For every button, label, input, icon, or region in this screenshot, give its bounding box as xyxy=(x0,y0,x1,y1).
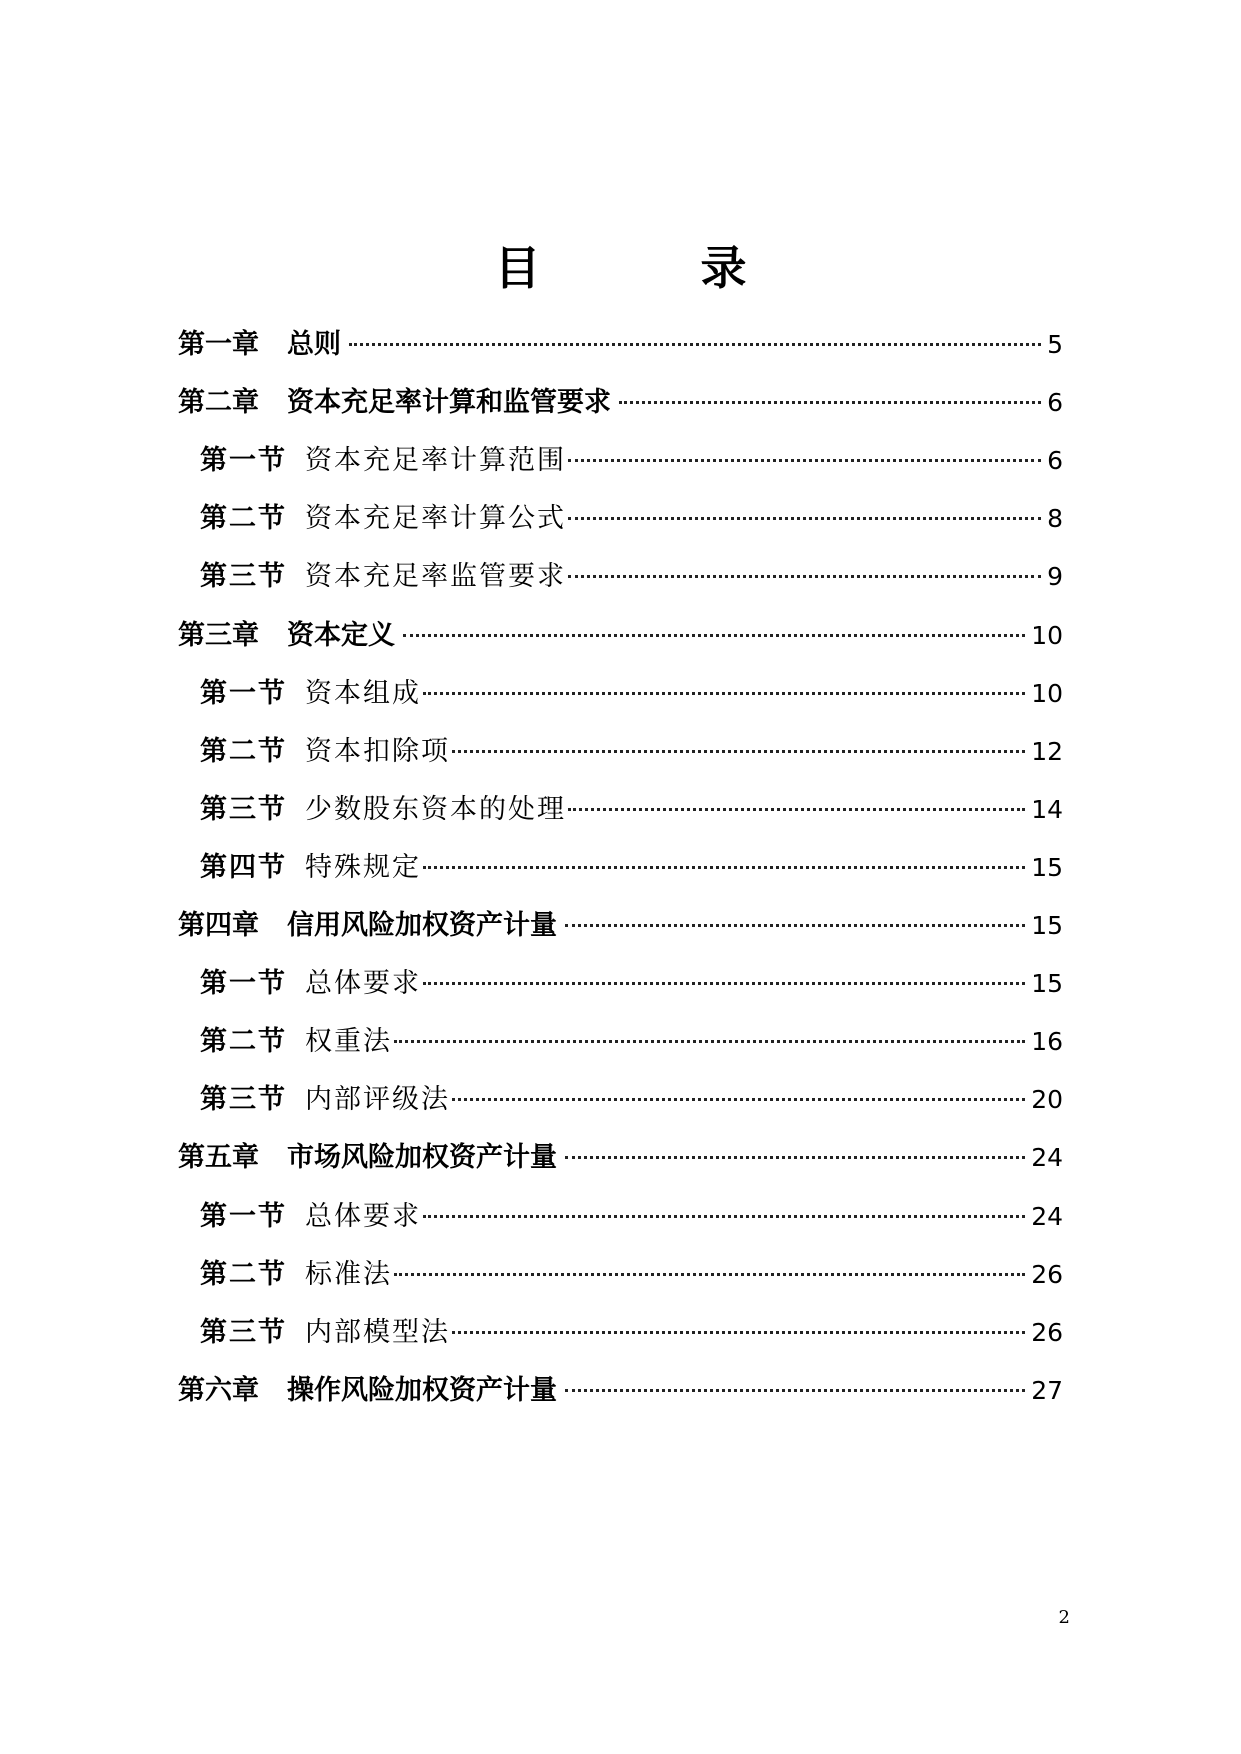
dot-leader xyxy=(568,808,1025,811)
toc-entry-label: 第一章 xyxy=(178,329,259,360)
toc-entry-page-number: 10 xyxy=(1031,678,1063,708)
toc-section-entry[interactable] xyxy=(200,732,1063,772)
toc-entry-title: 资本组成 xyxy=(305,677,421,709)
dot-leader xyxy=(568,575,1041,578)
toc-entry-label: 第一节 xyxy=(200,1200,287,1232)
toc-section-entry[interactable] xyxy=(200,790,1063,830)
toc-entry-title: 标准法 xyxy=(305,1258,392,1290)
toc-entry-label: 第三章 xyxy=(178,619,259,651)
toc-section-entry[interactable] xyxy=(200,1080,1063,1120)
toc-section-entry[interactable] xyxy=(200,499,1063,539)
toc-entry-title: 总体要求 xyxy=(305,968,421,1000)
toc-chapter-entry[interactable] xyxy=(178,1138,1063,1178)
toc-entry-page-number: 16 xyxy=(1031,1027,1063,1057)
toc-section-entry[interactable] xyxy=(200,1197,1063,1237)
toc-entry-page-number: 15 xyxy=(1031,852,1063,882)
toc-entry-page-number: 8 xyxy=(1047,504,1063,534)
toc-entry-page-number: 26 xyxy=(1031,1317,1063,1347)
dot-leader xyxy=(403,634,1025,637)
toc-section-entry[interactable] xyxy=(200,1313,1063,1353)
toc-chapter-entry[interactable] xyxy=(178,383,1063,423)
dot-leader xyxy=(452,1331,1025,1334)
toc-entry-title: 内部模型法 xyxy=(305,1316,450,1348)
toc-chapter-entry[interactable] xyxy=(178,616,1063,656)
dot-leader xyxy=(452,1098,1025,1101)
toc-entry-label: 第二节 xyxy=(200,1258,287,1290)
toc-entry-label: 第二节 xyxy=(200,1026,287,1058)
toc-title: 目 录 xyxy=(494,241,819,295)
toc-entry-title: 市场风险加权资产计量 xyxy=(287,1142,557,1174)
dot-leader xyxy=(349,343,1041,346)
toc-entry-page-number: 6 xyxy=(1047,388,1063,418)
toc-section-entry[interactable] xyxy=(200,557,1063,597)
dot-leader xyxy=(394,1273,1025,1276)
toc-entry-title: 资本充足率监管要求 xyxy=(305,561,566,593)
toc-entry-page-number: 27 xyxy=(1031,1375,1063,1405)
toc-entry-label: 第二章 xyxy=(178,387,259,419)
toc-entry-page-number: 15 xyxy=(1031,911,1063,940)
toc-entry-page-number: 12 xyxy=(1031,736,1063,766)
toc-entry-label: 第一节 xyxy=(200,677,287,709)
toc-entry-title: 操作风险加权资产计量 xyxy=(287,1374,557,1406)
toc-entry-page-number: 9 xyxy=(1047,562,1063,592)
toc-entry-label: 第五章 xyxy=(178,1142,259,1174)
toc-entry-page-number: 15 xyxy=(1031,969,1063,999)
dot-leader xyxy=(423,692,1025,695)
page-number: 2 xyxy=(1058,1607,1070,1628)
toc-entry-page-number: 6 xyxy=(1047,446,1063,476)
toc-entry-title: 资本充足率计算和监管要求 xyxy=(287,387,611,419)
toc-entry-label: 第三节 xyxy=(200,793,287,825)
toc-entry-title: 权重法 xyxy=(305,1026,392,1058)
toc-entry-title: 少数股东资本的处理 xyxy=(305,793,566,825)
toc-section-entry[interactable] xyxy=(200,964,1063,1004)
toc-entry-page-number: 5 xyxy=(1047,330,1063,359)
toc-section-entry[interactable] xyxy=(200,674,1063,714)
toc-entry-page-number: 10 xyxy=(1031,620,1063,650)
toc-entry-page-number: 20 xyxy=(1031,1085,1063,1115)
dot-leader xyxy=(565,924,1025,927)
toc-entry-title: 总则 xyxy=(287,329,341,360)
dot-leader xyxy=(565,1389,1025,1392)
toc-entry-label: 第三节 xyxy=(200,561,287,593)
dot-leader xyxy=(394,1040,1025,1043)
toc-chapter-entry[interactable] xyxy=(178,906,1063,946)
toc-section-entry[interactable] xyxy=(200,848,1063,888)
toc-entry-label: 第三节 xyxy=(200,1084,287,1116)
dot-leader xyxy=(423,866,1025,869)
toc-entry-label: 第二节 xyxy=(200,735,287,767)
toc-entry-page-number: 24 xyxy=(1031,1143,1063,1173)
toc-entry-title: 内部评级法 xyxy=(305,1084,450,1116)
toc-entry-page-number: 14 xyxy=(1031,794,1063,824)
toc-chapter-entry[interactable] xyxy=(178,1371,1063,1411)
toc-entry-label: 第四章 xyxy=(178,910,259,941)
dot-leader xyxy=(423,982,1025,985)
toc-section-entry[interactable] xyxy=(200,441,1063,481)
toc-chapter-entry[interactable] xyxy=(178,325,1063,365)
dot-leader xyxy=(619,401,1041,404)
toc-entry-title: 资本扣除项 xyxy=(305,735,450,767)
dot-leader xyxy=(565,1156,1025,1159)
dot-leader xyxy=(568,459,1041,462)
toc-entry-title: 特殊规定 xyxy=(305,851,421,883)
toc-entry-label: 第二节 xyxy=(200,503,287,535)
toc-entry-title: 资本定义 xyxy=(287,619,395,651)
toc-entry-title: 信用风险加权资产计量 xyxy=(287,910,557,941)
dot-leader xyxy=(568,517,1041,520)
toc-section-entry[interactable] xyxy=(200,1022,1063,1062)
toc-entry-title: 资本充足率计算范围 xyxy=(305,445,566,477)
toc-entry-title: 总体要求 xyxy=(305,1200,421,1232)
toc-entry-label: 第一节 xyxy=(200,445,287,477)
toc-entry-label: 第四节 xyxy=(200,851,287,883)
toc-section-entry[interactable] xyxy=(200,1255,1063,1295)
toc-entry-label: 第三节 xyxy=(200,1316,287,1348)
toc-entry-label: 第六章 xyxy=(178,1374,259,1406)
toc-entry-page-number: 24 xyxy=(1031,1201,1063,1231)
toc-entry-page-number: 26 xyxy=(1031,1259,1063,1289)
toc-entry-label: 第一节 xyxy=(200,968,287,1000)
dot-leader xyxy=(423,1215,1025,1218)
toc-entry-title: 资本充足率计算公式 xyxy=(305,503,566,535)
dot-leader xyxy=(452,750,1025,753)
